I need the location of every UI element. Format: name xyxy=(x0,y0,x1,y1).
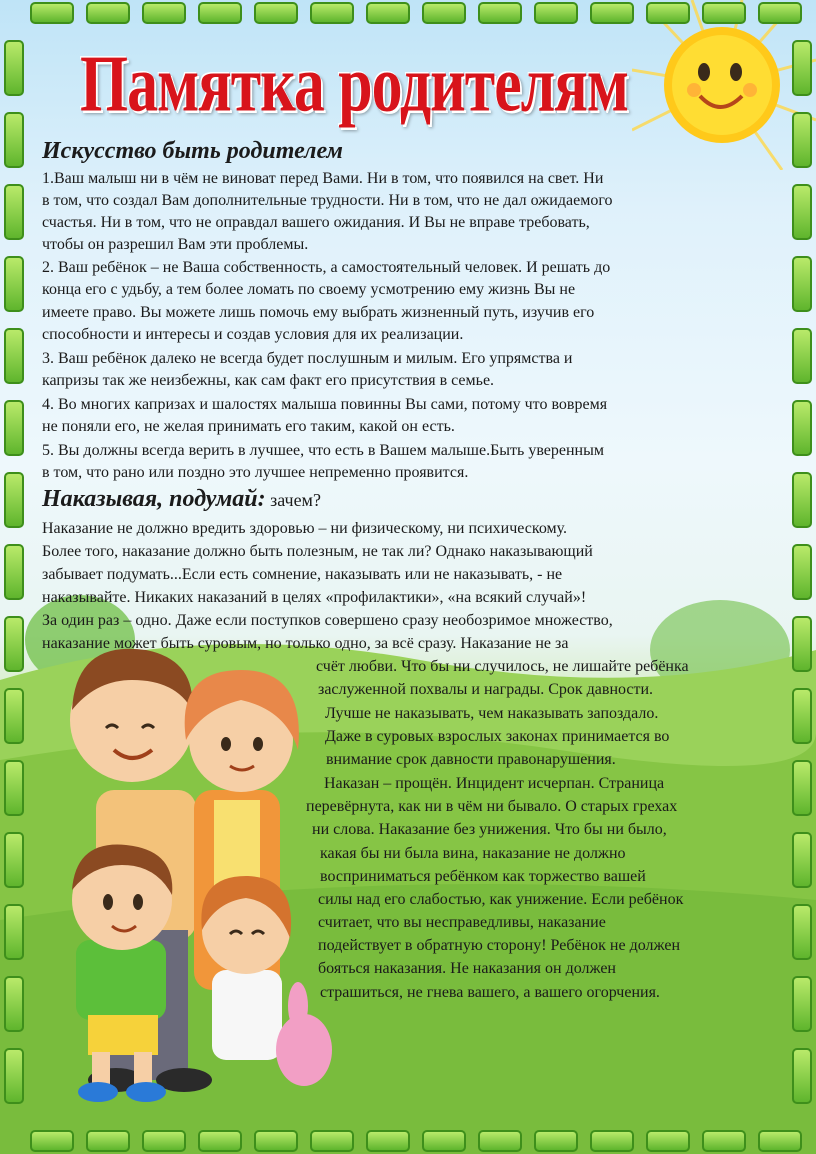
frame-segment xyxy=(792,688,812,744)
frame-segment xyxy=(646,1130,690,1152)
frame-segment xyxy=(590,1130,634,1152)
frame-segment xyxy=(792,112,812,168)
text-line: конца его с удьбу, а тем более ломать по своему усмотрению ему жизнь Вы не xyxy=(42,281,576,298)
text-line: считает, что вы несправедливы, наказание xyxy=(318,914,606,931)
frame-segment xyxy=(4,544,24,600)
frame-segment xyxy=(4,112,24,168)
frame-segment xyxy=(792,328,812,384)
frame-left-border xyxy=(0,0,28,1154)
text-line: заслуженной похвалы и награды. Срок давности. xyxy=(318,681,654,698)
text-line: какая бы ни была вина, наказание не должно xyxy=(320,845,626,862)
frame-segment xyxy=(792,256,812,312)
text-line: счастья. Ни в том, что не оправдал вашего ожидания. И Вы не вправе требовать, xyxy=(42,214,590,231)
text-line: перевёрнута, как ни в чём ни бывало. О старых грехах xyxy=(306,798,678,815)
frame-segment xyxy=(534,1130,578,1152)
frame-segment xyxy=(86,2,130,24)
frame-segment xyxy=(478,1130,522,1152)
text-line: страшиться, не гнева вашего, а вашего огорчения. xyxy=(320,984,660,1001)
frame-segment xyxy=(198,1130,242,1152)
section-heading xyxy=(42,486,321,513)
frame-segment xyxy=(4,472,24,528)
text-line: восприниматься ребёнком как торжество вашей xyxy=(320,868,646,885)
section-heading-main: Наказывая, подумай: xyxy=(42,486,266,512)
frame-segment xyxy=(4,760,24,816)
text-line: внимание срок давности правонарушения. xyxy=(326,751,616,768)
frame-segment xyxy=(254,1130,298,1152)
frame-segment xyxy=(590,2,634,24)
text-line: наказывайте. Никаких наказаний в целях «профилактики», «на всякий случай»! xyxy=(42,589,587,606)
frame-segment xyxy=(422,2,466,24)
frame-segment xyxy=(792,1048,812,1104)
frame-segment xyxy=(792,976,812,1032)
frame-top-border xyxy=(0,0,816,28)
text-line: не поняли его, не желая принимать его таким, какой он есть. xyxy=(42,418,455,435)
frame-segment xyxy=(4,688,24,744)
frame-segment xyxy=(534,2,578,24)
frame-segment xyxy=(792,760,812,816)
text-line: 2. Ваш ребёнок – не Ваша собственность, а самостоятельный человек. И решать до xyxy=(42,259,611,276)
frame-segment xyxy=(702,1130,746,1152)
frame-segment xyxy=(792,544,812,600)
frame-segment xyxy=(254,2,298,24)
frame-segment xyxy=(142,2,186,24)
frame-segment xyxy=(4,832,24,888)
frame-segment xyxy=(792,904,812,960)
text-line: Лучше не наказывать, чем наказывать запоздало. xyxy=(325,705,659,722)
frame-segment xyxy=(366,1130,410,1152)
family-illustration xyxy=(36,640,336,1110)
section-heading-suffix: зачем? xyxy=(265,490,321,510)
frame-segment xyxy=(478,2,522,24)
frame-segment xyxy=(792,400,812,456)
text-line: наказание может быть суровым, но только одно, за всё сразу. Наказание не за xyxy=(42,635,569,652)
text-line: в том, что рано или поздно это лучшее непременно проявится. xyxy=(42,464,469,481)
text-line: Более того, наказание должно быть полезным, не так ли? Однако наказывающий xyxy=(42,543,593,560)
frame-segment xyxy=(310,2,354,24)
frame-segment xyxy=(4,976,24,1032)
text-line: ни слова. Наказание без унижения. Что бы ни было, xyxy=(312,821,667,838)
frame-segment xyxy=(792,184,812,240)
page-title: Памятка родителям xyxy=(80,39,629,128)
frame-segment xyxy=(422,1130,466,1152)
text-line: в том, что создал Вам дополнительные трудности. Ни в том, что не дал ожидаемого xyxy=(42,192,613,209)
frame-segment xyxy=(4,184,24,240)
frame-segment xyxy=(4,256,24,312)
text-line: способности и интересы и создав условия для их реализации. xyxy=(42,326,464,343)
frame-segment xyxy=(702,2,746,24)
frame-segment xyxy=(310,1130,354,1152)
frame-segment xyxy=(4,904,24,960)
text-line: бояться наказания. Не наказания он должен xyxy=(318,960,616,977)
text-line: 4. Во многих капризах и шалостях малыша повинны Вы сами, потому что вовремя xyxy=(42,396,608,413)
frame-segment xyxy=(86,1130,130,1152)
text-line: За один раз – одно. Даже если поступков совершено сразу необозримое множество, xyxy=(42,612,613,629)
section-heading: Искусство быть родителем xyxy=(42,138,343,164)
text-line: Наказан – прощён. Инцидент исчерпан. Страница xyxy=(324,775,665,792)
text-line: подействует в обратную сторону! Ребёнок не должен xyxy=(318,937,681,954)
frame-segment xyxy=(142,1130,186,1152)
frame-segment xyxy=(366,2,410,24)
frame-segment xyxy=(4,1048,24,1104)
text-line: счёт любви. Что бы ни случилось, не лишайте ребёнка xyxy=(316,658,689,675)
frame-segment xyxy=(4,328,24,384)
frame-segment xyxy=(30,1130,74,1152)
text-line: капризы так же неизбежны, как сам факт его присутствия в семье. xyxy=(42,372,495,389)
text-line: 5. Вы должны всегда верить в лучшее, что есть в Вашем малыше.Быть уверенным xyxy=(42,442,604,459)
frame-segment xyxy=(646,2,690,24)
text-line: забывает подумать...Если есть сомнение, наказывать или не наказывать, - не xyxy=(42,566,563,583)
frame-segment xyxy=(4,616,24,672)
text-line: Наказание не должно вредить здоровью – ни физическому, ни психическому. xyxy=(42,520,568,537)
text-line: Даже в суровых взрослых законах принимается во xyxy=(325,728,670,745)
frame-segment xyxy=(792,472,812,528)
frame-segment xyxy=(792,40,812,96)
text-line: силы над его слабостью, как унижение. Если ребёнок xyxy=(318,891,684,908)
frame-segment xyxy=(4,400,24,456)
text-line: имеете право. Вы можете лишь помочь ему выбрать жизненный путь, изучив его xyxy=(42,304,595,321)
frame-segment xyxy=(30,2,74,24)
frame-segment xyxy=(792,616,812,672)
frame-right-border xyxy=(788,0,816,1154)
frame-segment xyxy=(792,832,812,888)
text-line: 1.Ваш малыш ни в чём не виноват перед Вами. Ни в том, что появился на свет. Ни xyxy=(42,170,604,187)
text-line: 3. Ваш ребёнок далеко не всегда будет послушным и милым. Его упрямства и xyxy=(42,350,573,367)
frame-segment xyxy=(4,40,24,96)
text-line: чтобы он разрешил Вам эти проблемы. xyxy=(42,236,309,253)
frame-bottom-border xyxy=(0,1126,816,1154)
frame-segment xyxy=(198,2,242,24)
